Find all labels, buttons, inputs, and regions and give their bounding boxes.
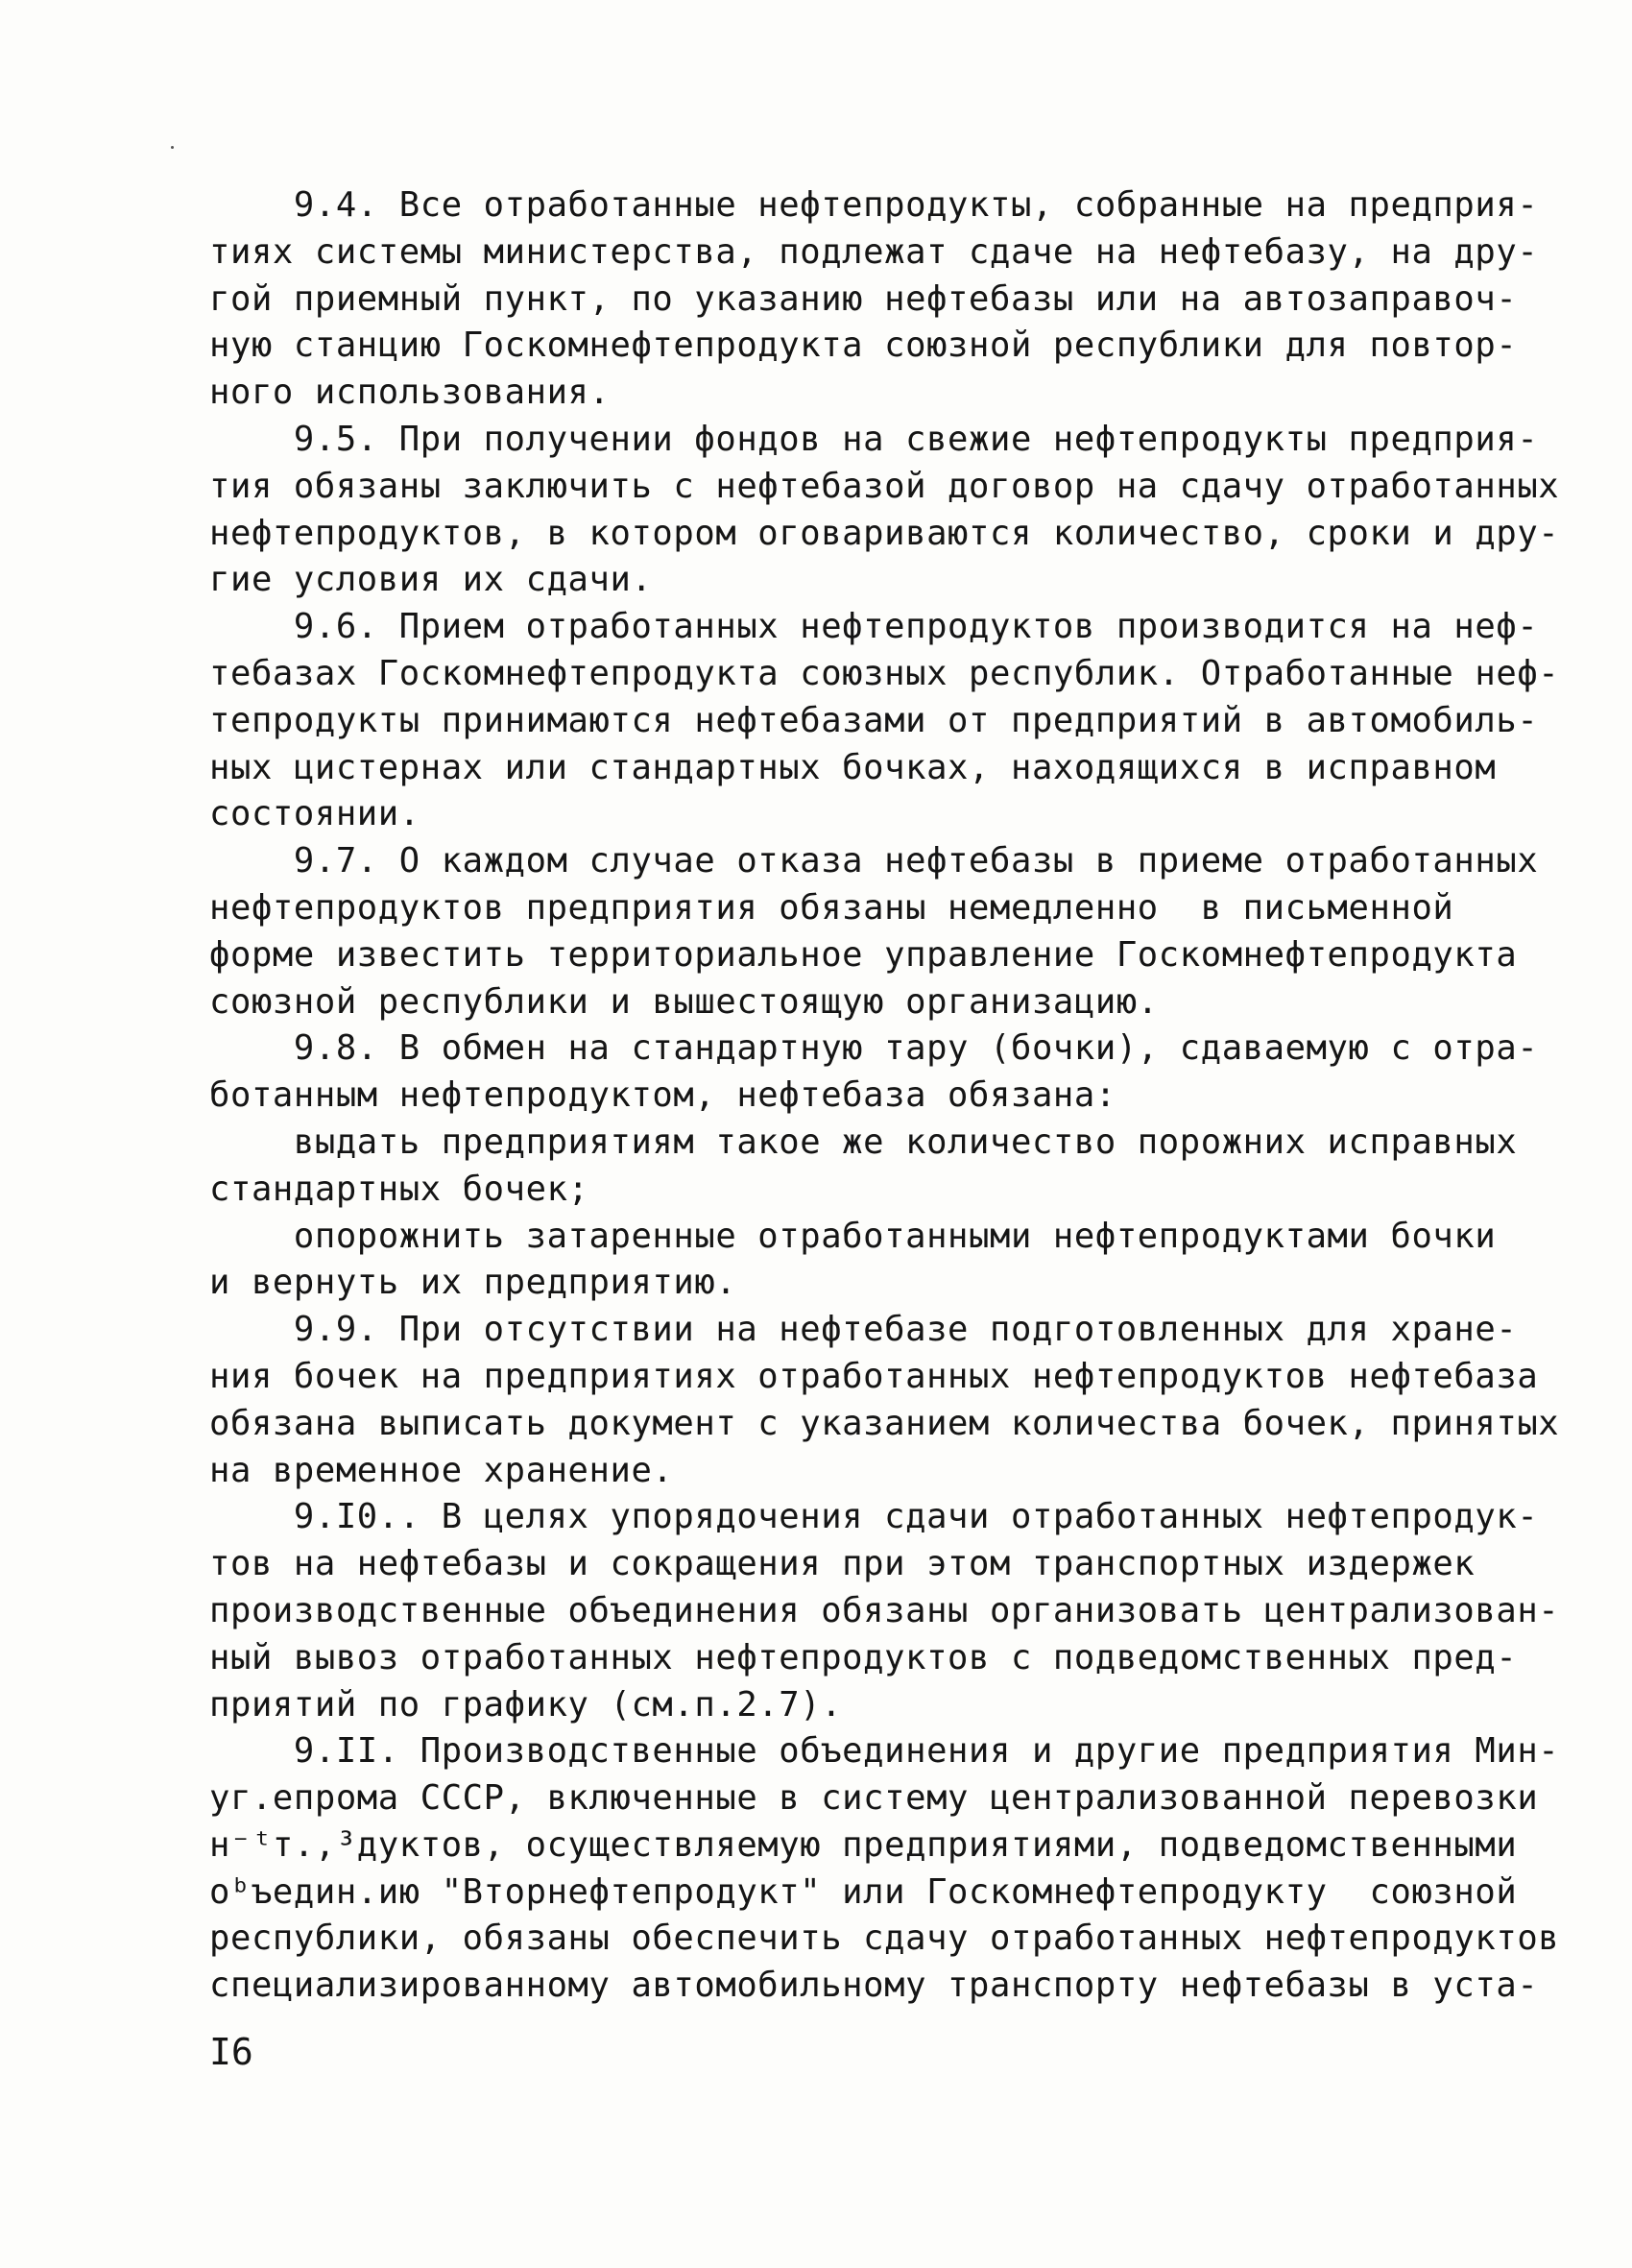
scan-speck	[171, 146, 174, 149]
text-line: 9.9. При отсутствии на нефтебазе подготовленных для хране-	[209, 1310, 1518, 1350]
text-line: производственные объединения обязаны организовать централизован-	[209, 1590, 1560, 1630]
document-body	[209, 182, 1560, 2010]
text-line: 9.4. Все отработанные нефтепродукты, собранные на предприя-	[209, 185, 1539, 225]
text-line: опорожнить затаренные отработанными нефтепродуктами бочки	[209, 1216, 1497, 1256]
text-line: ботанным нефтепродуктом, нефтебаза обязана:	[209, 1075, 1116, 1116]
text-line: тия обязаны заключить с нефтебазой договор на сдачу отработанных	[209, 466, 1560, 506]
text-line: уг.епрома СССР, включенные в систему централизованной перевозки	[209, 1778, 1539, 1819]
text-line: тепродукты принимаются нефтебазами от предприятий в автомобиль-	[209, 700, 1539, 740]
text-line: ного использования.	[209, 373, 611, 413]
text-line: и вернуть их предприятию.	[209, 1263, 737, 1303]
text-line: ный вывоз отработанных нефтепродуктов с подведомственных пред-	[209, 1637, 1518, 1677]
text-line: нефтепродуктов, в котором оговариваются количество, сроки и дру-	[209, 513, 1560, 553]
text-line: выдать предприятиям такое же количество порожних исправных	[209, 1122, 1518, 1162]
text-line: 9.I0.. В целях упорядочения сдачи отработанных нефтепродук-	[209, 1497, 1539, 1537]
text-line: республики, обязаны обеспечить сдачу отработанных нефтепродуктов	[209, 1918, 1560, 1959]
text-line: 9.II. Производственные объединения и другие предприятия Мин-	[209, 1731, 1560, 1772]
text-line: форме известить территориальное управление Госкомнефтепродукта	[209, 934, 1518, 975]
text-line: ную станцию Госкомнефтепродукта союзной республики для повтор-	[209, 326, 1518, 366]
text-line: союзной республики и вышестоящую организацию.	[209, 981, 1159, 1022]
text-line: ния бочек на предприятиях отработанных нефтепродуктов нефтебаза	[209, 1356, 1539, 1396]
text-line: гие условия их сдачи.	[209, 560, 653, 600]
text-line: 9.5. При получении фондов на свежие нефтепродукты предприя-	[209, 419, 1539, 459]
text-line: тиях системы министерства, подлежат сдаче на нефтебазу, на дру-	[209, 231, 1539, 272]
text-line: на временное хранение.	[209, 1450, 674, 1490]
text-line: приятий по графику (см.п.2.7).	[209, 1684, 843, 1725]
text-line: гой приемный пункт, по указанию нефтебазы или на автозаправоч-	[209, 278, 1518, 319]
text-line: 9.8. В обмен на стандартную тару (бочки), сдаваемую с отра-	[209, 1028, 1539, 1069]
text-line: специализированному автомобильному транспорту нефтебазы в уста-	[209, 1966, 1539, 2006]
text-line: ных цистернах или стандартных бочках, находящихся в исправном	[209, 747, 1497, 787]
text-line: обязана выписать документ с указанием количества бочек, принятых	[209, 1403, 1560, 1443]
text-line: 9.6. Прием отработанных нефтепродуктов производится на неф-	[209, 607, 1539, 647]
text-line: состоянии.	[209, 794, 420, 834]
text-line: тов на нефтебазы и сокращения при этом транспортных издержек	[209, 1544, 1476, 1584]
text-line: тебазах Госкомнефтепродукта союзных республик. Отработанные неф-	[209, 653, 1560, 693]
page-number: I6	[209, 2031, 253, 2073]
text-line: 9.7. О каждом случае отказа нефтебазы в приеме отработанных	[209, 841, 1539, 881]
text-line: нефтепродуктов предприятия обязаны немедленно в письменной	[209, 887, 1454, 928]
text-line: оᵇъедин.ию "Вторнефтепродукт" или Госкомнефтепродукту союзной	[209, 1871, 1518, 1912]
text-line: н⁻ᵗт.,³дуктов, осуществляемую предприятиями, подведомственными	[209, 1824, 1518, 1865]
text-line: стандартных бочек;	[209, 1169, 589, 1209]
